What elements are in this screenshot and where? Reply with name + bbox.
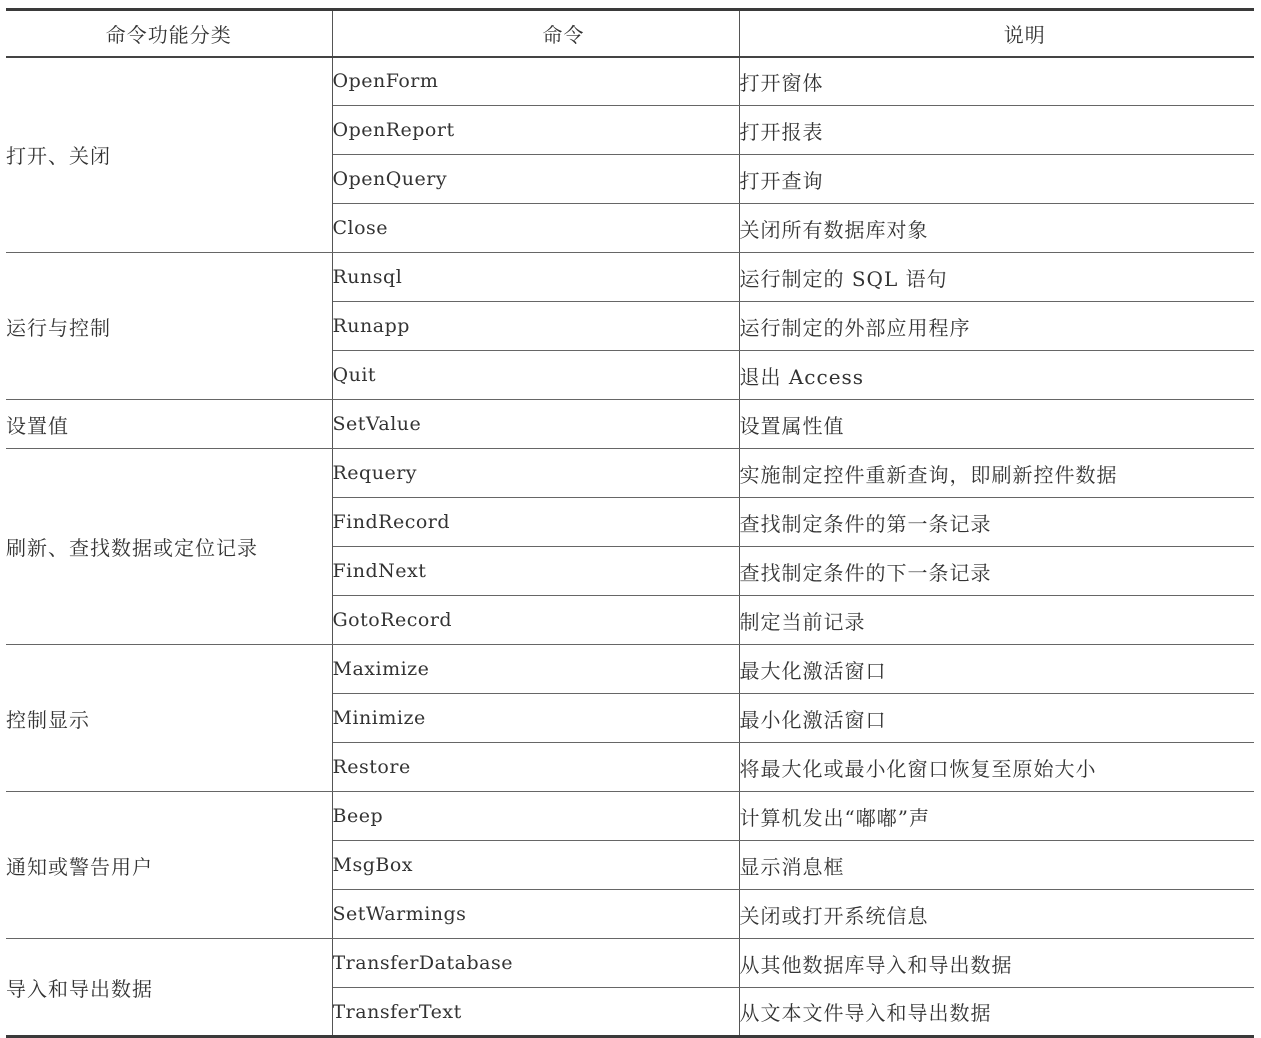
command-cell: Maximize [332, 645, 739, 694]
command-cell: Runapp [332, 302, 739, 351]
category-cell: 刷新、查找数据或定位记录 [6, 449, 332, 645]
command-cell: Quit [332, 351, 739, 400]
command-cell: GotoRecord [332, 596, 739, 645]
description-cell: 最大化激活窗口 [739, 645, 1254, 694]
command-cell: OpenQuery [332, 155, 739, 204]
header-description: 说明 [739, 10, 1254, 57]
table-row [6, 939, 1254, 988]
command-cell: FindRecord [332, 498, 739, 547]
description-cell: 显示消息框 [739, 841, 1254, 890]
category-cell: 控制显示 [6, 645, 332, 792]
description-cell: 运行制定的 SQL 语句 [739, 253, 1254, 302]
category-cell: 打开、关闭 [6, 57, 332, 253]
command-cell: Restore [332, 743, 739, 792]
description-cell: 计算机发出“嘟嘟”声 [739, 792, 1254, 841]
category-cell: 导入和导出数据 [6, 939, 332, 1037]
command-cell: SetWarmings [332, 890, 739, 939]
description-cell: 实施制定控件重新查询，即刷新控件数据 [739, 449, 1254, 498]
table-row [6, 449, 1254, 498]
header-command: 命令 [332, 10, 739, 57]
description-cell: 关闭或打开系统信息 [739, 890, 1254, 939]
command-cell: FindNext [332, 547, 739, 596]
description-cell: 最小化激活窗口 [739, 694, 1254, 743]
command-cell: Runsql [332, 253, 739, 302]
command-cell: Close [332, 204, 739, 253]
command-cell: Beep [332, 792, 739, 841]
category-cell: 设置值 [6, 400, 332, 449]
table-row [6, 792, 1254, 841]
description-cell: 运行制定的外部应用程序 [739, 302, 1254, 351]
description-cell: 查找制定条件的第一条记录 [739, 498, 1254, 547]
description-cell: 设置属性值 [739, 400, 1254, 449]
description-cell: 退出 Access [739, 351, 1254, 400]
description-cell: 打开查询 [739, 155, 1254, 204]
command-cell: TransferDatabase [332, 939, 739, 988]
table-row [6, 400, 1254, 449]
command-cell: TransferText [332, 988, 739, 1037]
macro-command-table [6, 8, 1254, 1038]
table-row [6, 645, 1254, 694]
table-row [6, 57, 1254, 106]
command-cell: MsgBox [332, 841, 739, 890]
description-cell: 将最大化或最小化窗口恢复至原始大小 [739, 743, 1254, 792]
description-cell: 从其他数据库导入和导出数据 [739, 939, 1254, 988]
description-cell: 打开窗体 [739, 57, 1254, 106]
table-row [6, 253, 1254, 302]
description-cell: 查找制定条件的下一条记录 [739, 547, 1254, 596]
category-cell: 通知或警告用户 [6, 792, 332, 939]
command-cell: Minimize [332, 694, 739, 743]
description-cell: 打开报表 [739, 106, 1254, 155]
command-cell: OpenReport [332, 106, 739, 155]
header-category: 命令功能分类 [6, 10, 332, 57]
description-cell: 关闭所有数据库对象 [739, 204, 1254, 253]
description-cell: 从文本文件导入和导出数据 [739, 988, 1254, 1037]
document-page [6, 8, 1254, 1038]
command-cell: SetValue [332, 400, 739, 449]
description-cell: 制定当前记录 [739, 596, 1254, 645]
header-row [6, 10, 1254, 57]
command-cell: Requery [332, 449, 739, 498]
category-cell: 运行与控制 [6, 253, 332, 400]
table-body [6, 57, 1254, 1037]
command-cell: OpenForm [332, 57, 739, 106]
